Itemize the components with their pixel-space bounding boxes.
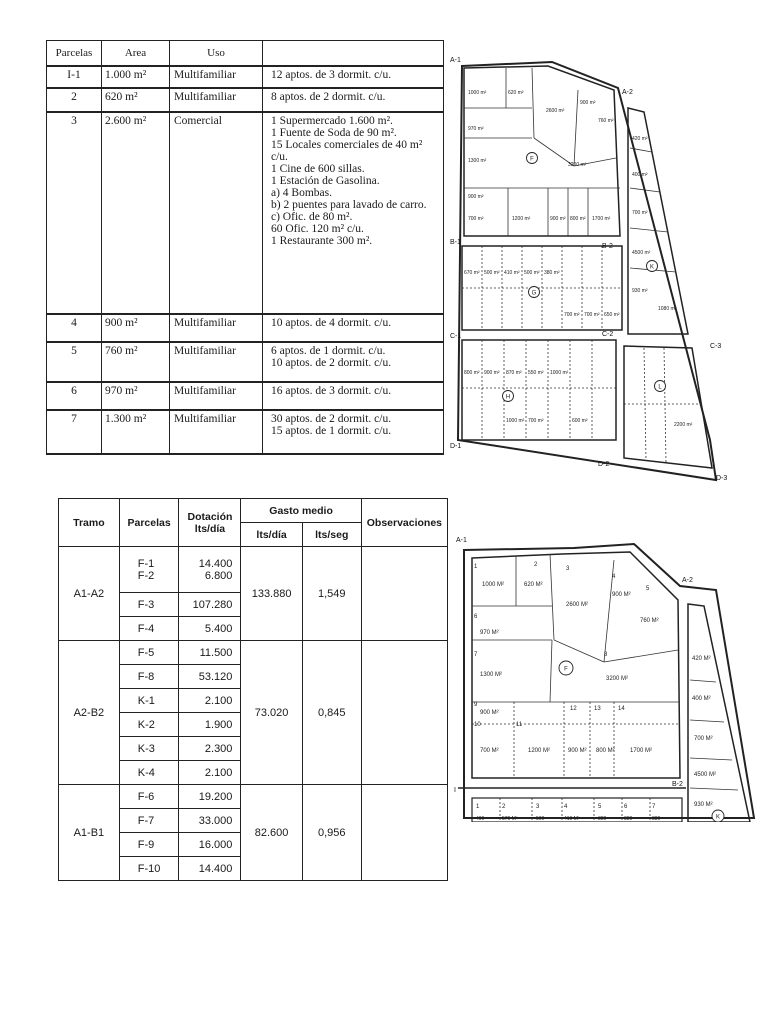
description-line: 1 Supermercado 1.600 m².	[271, 115, 393, 127]
dotacion-cell: 16.000	[179, 833, 241, 857]
lot-area: 700 M²	[480, 748, 499, 754]
dotacion-cell: 11.500	[179, 641, 241, 665]
site-plan-detail	[454, 530, 764, 822]
corner-label: B-2	[672, 781, 683, 788]
dotacion-cell: 33.000	[179, 809, 241, 833]
sector-label: L	[658, 384, 662, 391]
lot-area: 3200 M²	[606, 676, 629, 682]
lot-area: 650 m²	[604, 312, 620, 318]
description-cell	[263, 314, 444, 342]
uso-cell: Multifamiliar	[170, 66, 263, 88]
table-row	[47, 342, 444, 382]
parcela-cell: F-8	[119, 665, 179, 689]
block-L	[624, 346, 712, 468]
lot-area: 900 m²	[550, 216, 566, 222]
lot-area: 600 m²	[572, 418, 588, 424]
lot-area: 1000 M²	[482, 582, 505, 588]
lot-number: 1	[476, 804, 480, 810]
dotacion-cell: 2.100	[179, 761, 241, 785]
water-demand-body	[59, 547, 448, 881]
lot-area: 2600 M²	[566, 602, 589, 608]
lts-seg-cell: 0,845	[302, 641, 361, 785]
lot-area: 620 m²	[508, 90, 524, 96]
lot-number: 11	[516, 722, 523, 728]
lot-area: 1000 m²	[468, 90, 487, 96]
corner-label: A-2	[622, 89, 633, 96]
lot-area: 380	[624, 816, 633, 822]
lot-area: 900 m²	[580, 100, 596, 106]
lts-seg-cell: 0,956	[302, 785, 361, 881]
parcel-cell: 3	[47, 112, 102, 314]
parcel-cell: 5	[47, 342, 102, 382]
dotacion-cell: 53.120	[179, 665, 241, 689]
col-uso: Uso	[170, 41, 263, 67]
lot-area: 1200 m²	[512, 216, 531, 222]
parcela-cell: K-1	[119, 689, 179, 713]
description-line: 30 aptos. de 2 dormit. c/u.	[271, 413, 392, 425]
area-cell: 620 m²	[102, 88, 170, 112]
lot-area: 870 m²	[506, 370, 522, 376]
lot-area: 930 m²	[632, 288, 648, 294]
sector-label: H	[505, 394, 511, 401]
lot-area: 1300 m²	[468, 158, 487, 164]
lot-number: 12	[570, 706, 577, 712]
parcela-cell: K-2	[119, 713, 179, 737]
description-line: 10 aptos. de 4 dormit. c/u.	[271, 317, 392, 329]
corner-label: D-3	[716, 475, 728, 482]
table-row	[47, 88, 444, 112]
observaciones-cell	[361, 641, 447, 785]
description-line: 6 aptos. de 1 dormit. c/u.	[271, 345, 386, 357]
col-observaciones: Observaciones	[361, 499, 447, 547]
description-line: 15 Locales comerciales de 40 m² c/u.	[271, 139, 423, 163]
lot-lines-H	[462, 340, 616, 440]
description-line: 1 Cine de 600 sillas.	[271, 163, 365, 175]
lot-area: 800 m²	[464, 370, 480, 376]
lot-area: 3200 m²	[568, 162, 587, 168]
corner-label: B-1	[450, 239, 461, 246]
lot-area: 700 m²	[468, 216, 484, 222]
uso-cell: Multifamiliar	[170, 342, 263, 382]
lot-area: 700 m²	[584, 312, 600, 318]
lts-seg-cell: 1,549	[302, 547, 361, 641]
lot-area: 500	[536, 816, 545, 822]
lot-number: 8	[604, 652, 608, 658]
dotacion-cell: 2.100	[179, 689, 241, 713]
corner-label: C-1	[450, 333, 462, 340]
parcela-cell: F-10	[119, 857, 179, 881]
description-line: c) Ofic. de 80 m².	[271, 211, 353, 223]
table-row	[47, 314, 444, 342]
dotacion-cell: 1.900	[179, 713, 241, 737]
corner-label: D-2	[598, 461, 610, 468]
parcel-cell: 2	[47, 88, 102, 112]
corner-labels	[454, 537, 693, 794]
tramo-cell: A1-A2	[59, 547, 120, 641]
col-parcelas: Parcelas	[119, 499, 179, 547]
lot-area: 620 M²	[524, 582, 543, 588]
description-line: 8 aptos. de 2 dormit. c/u.	[271, 91, 386, 103]
parcela-cell: F-5	[119, 641, 179, 665]
lot-area: 500 m²	[484, 270, 500, 276]
lot-area: 700 M²	[694, 736, 713, 742]
area-cell: 1.000 m²	[102, 66, 170, 88]
lot-area: 410 M²	[564, 816, 580, 822]
lot-number: 14	[618, 706, 625, 712]
description-line: a) 4 Bombas.	[271, 187, 333, 199]
dotacion-cell: 19.200	[179, 785, 241, 809]
lot-area: 900 M²	[568, 748, 587, 754]
lot-area: 900 m²	[468, 194, 484, 200]
lts-dia-cell: 73.020	[241, 641, 302, 785]
parcela-cell: F-3	[119, 593, 179, 617]
description-line: 1 Restaurante 300 m².	[271, 235, 373, 247]
col-parcelas: Parcelas	[47, 41, 102, 67]
uso-cell: Multifamiliar	[170, 382, 263, 410]
sector-label: K	[649, 264, 655, 271]
corner-label: A-1	[450, 57, 461, 64]
col-tramo: Tramo	[59, 499, 120, 547]
lot-number: 2	[502, 804, 506, 810]
parcel-cell: 4	[47, 314, 102, 342]
lot-area: 1700 m²	[592, 216, 611, 222]
parcel-cell: 6	[47, 382, 102, 410]
corner-label: I	[454, 787, 456, 794]
table-row	[59, 785, 448, 809]
lot-area: 380	[652, 816, 661, 822]
table-row	[59, 641, 448, 665]
dotacion-cell: 2.300	[179, 737, 241, 761]
description-cell	[263, 410, 444, 454]
observaciones-cell	[361, 785, 447, 881]
description-line: 10 aptos. de 2 dormit. c/u.	[271, 357, 392, 369]
lot-number: 7	[474, 652, 478, 658]
description-cell	[263, 112, 444, 314]
dotacion-cell: 14.400 6.800	[179, 547, 241, 593]
col-lts-dia: lts/día	[241, 523, 302, 547]
sector-label: F	[530, 156, 534, 163]
lot-area: 570 M²	[502, 816, 518, 822]
parcel-use-table	[46, 40, 444, 455]
parcela-cell: F-4	[119, 617, 179, 641]
lot-area: 760 M²	[640, 618, 659, 624]
lot-area: 1000 m²	[506, 418, 525, 424]
dotacion-cell: 5.400	[179, 617, 241, 641]
parcela-cell: F-7	[119, 809, 179, 833]
description-line: 60 Ofic. 120 m² c/u.	[271, 223, 364, 235]
corner-label: A-1	[456, 537, 467, 544]
description-line: b) 2 puentes para lavado de carro.	[271, 199, 427, 211]
col-lts-seg: lts/seg	[302, 523, 361, 547]
lot-area: 970 M²	[480, 630, 499, 636]
lot-area: 2200 m²	[674, 422, 693, 428]
corner-label: D-1	[450, 443, 462, 450]
block-H	[462, 340, 616, 440]
site-plan-full	[448, 48, 748, 484]
parcela-cell: F-1 F-2	[119, 547, 179, 593]
lot-area: 380 m²	[544, 270, 560, 276]
lot-area: 400 m²	[632, 172, 648, 178]
area-cell: 2.600 m²	[102, 112, 170, 314]
lot-number: 6	[624, 804, 628, 810]
lot-number: 10	[474, 722, 481, 728]
lot-area: 800 M²	[596, 748, 615, 754]
lot-number: 13	[594, 706, 601, 712]
lot-area: 670 m²	[464, 270, 480, 276]
lot-area: 4500 M²	[694, 772, 717, 778]
lot-area: 930 M²	[694, 802, 713, 808]
sector-label: F	[564, 666, 568, 673]
lot-area: 760 m²	[598, 118, 614, 124]
lot-area: 420 m²	[632, 136, 648, 142]
lot-area: 970 m²	[468, 126, 484, 132]
parcela-cell: F-6	[119, 785, 179, 809]
lot-number: 5	[646, 586, 650, 592]
lot-area: 1080 m²	[658, 306, 677, 312]
area-cell: 900 m²	[102, 314, 170, 342]
lot-area: 550 m²	[528, 370, 544, 376]
lot-number: 3	[566, 566, 570, 572]
area-cell: 1.300 m²	[102, 410, 170, 454]
lot-area: 1300 M²	[480, 672, 503, 678]
parcela-cell: F-9	[119, 833, 179, 857]
lot-area: 2600 m²	[546, 108, 565, 114]
uso-cell: Comercial	[170, 112, 263, 314]
lot-area: 700 m²	[564, 312, 580, 318]
lot-area-labels	[464, 90, 693, 428]
description-line: 12 aptos. de 3 dormit. c/u.	[271, 69, 392, 81]
lot-number: 4	[564, 804, 568, 810]
description-line: 16 aptos. de 3 dormit. c/u.	[271, 385, 392, 397]
lot-number: 1	[474, 564, 478, 570]
table-row	[47, 410, 444, 454]
sector-label: G	[531, 290, 537, 297]
parcel-cell: 7	[47, 410, 102, 454]
corner-label: C-2	[602, 331, 614, 338]
lot-area: 410 m²	[504, 270, 520, 276]
uso-cell: Multifamiliar	[170, 88, 263, 112]
col-area: Area	[102, 41, 170, 67]
lot-area: 500 m²	[524, 270, 540, 276]
lot-area: 900 M²	[612, 592, 631, 598]
description-line: 1 Estación de Gasolina.	[271, 175, 380, 187]
area-cell: 970 m²	[102, 382, 170, 410]
lot-number: 2	[534, 562, 538, 568]
lot-lines-F	[464, 68, 620, 236]
tramo-cell: A2-B2	[59, 641, 120, 785]
parcela-cell: K-3	[119, 737, 179, 761]
lot-number: 3	[536, 804, 540, 810]
lot-number: 6	[474, 614, 478, 620]
corner-label: A-2	[682, 577, 693, 584]
description-cell	[263, 66, 444, 88]
col-desc	[263, 41, 444, 67]
description-cell	[263, 382, 444, 410]
area-cell: 760 m²	[102, 342, 170, 382]
lot-number: 7	[652, 804, 656, 810]
lts-dia-cell: 82.600	[241, 785, 302, 881]
table-row	[47, 112, 444, 314]
lot-number: 4	[612, 574, 616, 580]
lot-area: 900 m²	[484, 370, 500, 376]
block-F	[464, 66, 620, 236]
uso-cell: Multifamiliar	[170, 314, 263, 342]
lot-area: 400	[476, 816, 485, 822]
lot-area: 700 m²	[528, 418, 544, 424]
observaciones-cell	[361, 547, 447, 641]
dotacion-cell: 107.280	[179, 593, 241, 617]
description-cell	[263, 342, 444, 382]
parcel-cell: I-1	[47, 66, 102, 88]
table-row	[47, 66, 444, 88]
lot-lines-F-south	[472, 702, 680, 778]
water-demand-table	[58, 498, 448, 881]
lot-area: 4500 m²	[632, 250, 651, 256]
col-dotacion: Dotación lts/día	[179, 499, 241, 547]
table-row	[59, 547, 448, 593]
lot-area: 1000 m²	[550, 370, 569, 376]
parcela-cell: K-4	[119, 761, 179, 785]
table-row	[47, 382, 444, 410]
uso-cell: Multifamiliar	[170, 410, 263, 454]
lot-number: 5	[598, 804, 602, 810]
lot-area: 1700 M²	[630, 748, 653, 754]
lot-area: 420 M²	[692, 656, 711, 662]
lot-area: 700 m²	[632, 210, 648, 216]
lts-dia-cell: 133.880	[241, 547, 302, 641]
description-line: 15 aptos. de 1 dormit. c/u.	[271, 425, 392, 437]
description-cell	[263, 88, 444, 112]
lot-area: 800 m²	[570, 216, 586, 222]
sector-label: K	[715, 814, 721, 821]
dotacion-cell: 14.400	[179, 857, 241, 881]
tramo-cell: A1-B1	[59, 785, 120, 881]
description-line: 1 Fuente de Soda de 90 m².	[271, 127, 397, 139]
lot-area: 400 M²	[692, 696, 711, 702]
col-gasto-medio: Gasto medio	[241, 499, 361, 523]
lot-lines-F	[472, 554, 680, 702]
parcel-use-body	[47, 66, 444, 454]
lot-area: 380	[598, 816, 607, 822]
corner-label: C-3	[710, 343, 722, 350]
lot-area: 1200 M²	[528, 748, 551, 754]
lot-area: 900 M²	[480, 710, 499, 716]
corner-label: B-2	[602, 243, 613, 250]
lot-number: 9	[474, 702, 478, 708]
